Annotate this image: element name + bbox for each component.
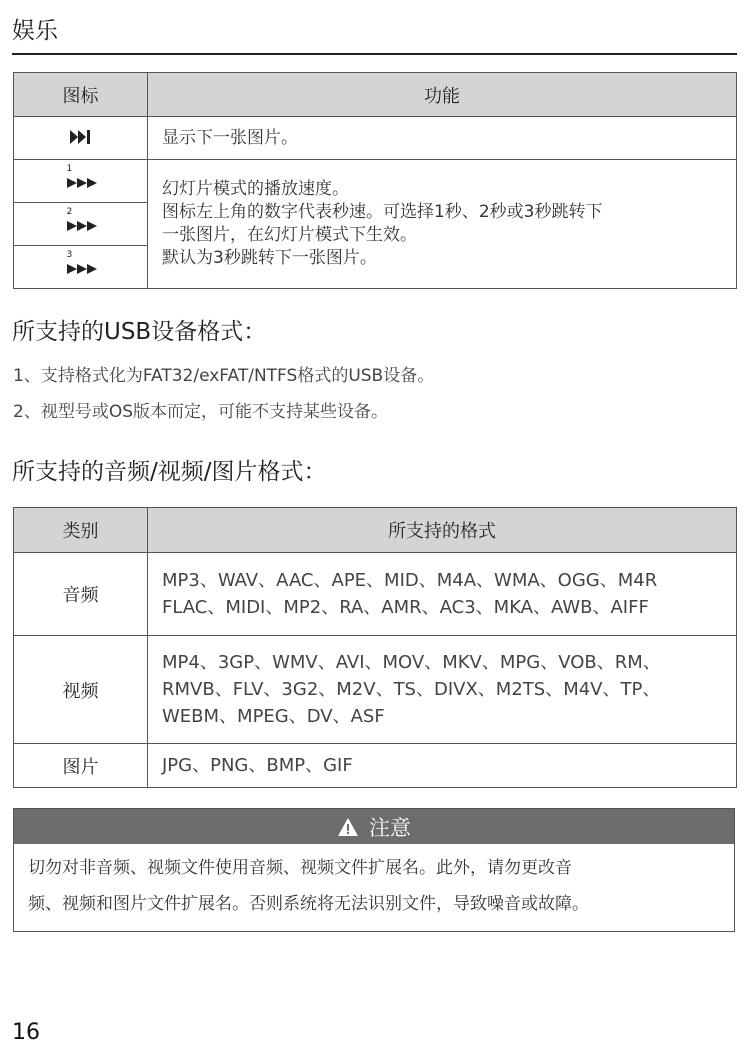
- format-list: MP4、3GP、WMV、AVI、MOV、MKV、MPG、VOB、RM、 RMVB、FLV、3G2、M2V、TS、DIVX、M2TS、M4V、TP、 WEBM、MPEG、DV、ASF: [148, 636, 737, 744]
- notice-header: [14, 809, 734, 844]
- icon-cell: [14, 160, 148, 203]
- slideshow-speed-3-icon: 3: [64, 250, 98, 280]
- table-row: [14, 636, 737, 744]
- category-picture: 图片: [14, 744, 148, 788]
- format-list: JPG、PNG、BMP、GIF: [148, 744, 737, 788]
- icon-cell: [14, 246, 148, 289]
- notice-title: 注意: [369, 815, 411, 840]
- category-video: 视频: [14, 636, 148, 744]
- icon-cell: [14, 117, 148, 160]
- table-row: [14, 117, 737, 160]
- header-icon: 图标: [14, 73, 148, 117]
- icon-cell: [14, 203, 148, 246]
- usb-note: 2、视型号或OS版本而定，可能不支持某些设备。: [13, 402, 388, 422]
- table-header-row: [14, 73, 737, 117]
- table-header-row: [14, 508, 737, 553]
- media-formats-title: 所支持的音频/视频/图片格式：: [12, 459, 327, 485]
- section-title: 娱乐: [12, 18, 58, 44]
- table-row: [14, 160, 737, 203]
- header-formats: 所支持的格式: [148, 508, 737, 553]
- warning-triangle-icon: [337, 817, 359, 837]
- media-formats-table: [13, 507, 737, 788]
- header-category: 类别: [14, 508, 148, 553]
- icon-function-table: [13, 72, 737, 289]
- usb-note: 1、支持格式化为FAT32/exFAT/NTFS格式的USB设备。: [13, 366, 435, 386]
- slideshow-speed-2-icon: 2: [64, 207, 98, 237]
- next-track-icon: [70, 129, 92, 148]
- notice-body: 切勿对非音频、视频文件使用音频、视频文件扩展名。此外，请勿更改音 频、视频和图片文件扩展名。否则系统将无法识别文件，导致噪音或故障。: [28, 858, 589, 914]
- title-divider: [12, 53, 737, 55]
- table-row: [14, 744, 737, 788]
- table-row: [14, 553, 737, 636]
- category-audio: 音频: [14, 553, 148, 636]
- header-function: 功能: [148, 73, 737, 117]
- function-text: 显示下一张图片。: [148, 117, 737, 160]
- format-list: MP3、WAV、AAC、APE、MID、M4A、WMA、OGG、M4R FLAC、MIDI、MP2、RA、AMR、AC3、MKA、AWB、AIFF: [148, 553, 737, 636]
- speed-description: 幻灯片模式的播放速度。 图标左上角的数字代表秒速。可选择1秒、2秒或3秒跳转下 一张图片，在幻灯片模式下生效。 默认为3秒跳转下一张图片。: [148, 160, 737, 289]
- usb-formats-title: 所支持的USB设备格式：: [12, 319, 267, 345]
- notice-box: [13, 808, 735, 932]
- page-number: 16: [12, 1020, 40, 1045]
- slideshow-speed-1-icon: 1: [64, 164, 98, 194]
